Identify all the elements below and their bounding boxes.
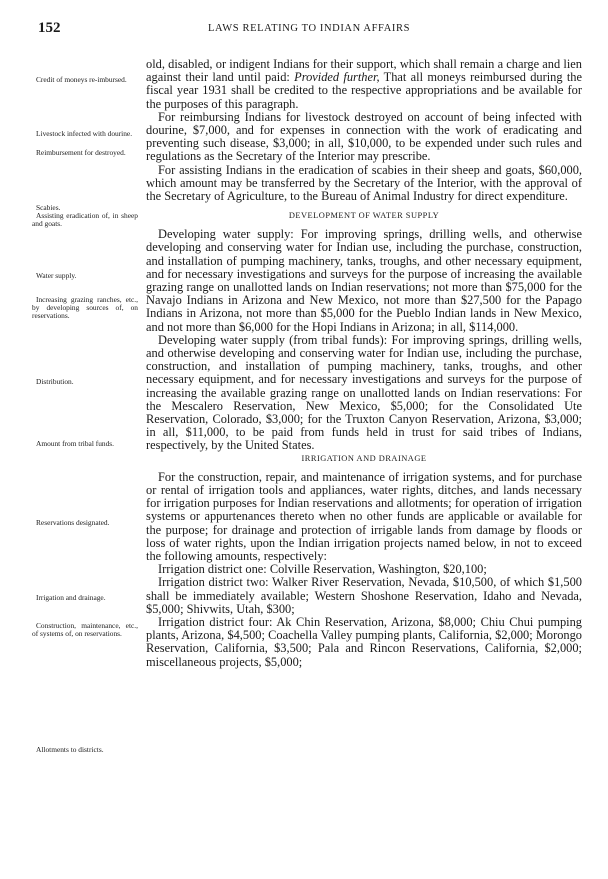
margin-note-scabies: Scabies. [36, 203, 61, 212]
body-text [146, 58, 582, 669]
margin-note-distribution: Distribution. [36, 377, 74, 386]
paragraph-dourine: For reimbursing Indians for livestock destroyed on account of being infected with dourine, $7,000, and for expenses in connection with the work of eradicating and preventing such disease, $3,000; in all, $10,000, to be expended under such rules and regulations as the Secretary of the Interior may prescribe. [146, 109, 582, 164]
heading-water-supply: DEVELOPMENT OF WATER SUPPLY [288, 211, 440, 221]
paragraph-district-one: Irrigation district one: Colville Reservation, Washington, $20,100; [158, 562, 487, 577]
margin-note-reservations: Reservations designated. [36, 518, 110, 527]
paragraph-scabies: For assisting Indians in the eradication of scabies in their sheep and goats, $60,000, which amount may be transferred by the Secretary of the Interior, with the approval of the Secretary of Agriculture, to the Bureau of Animal Industry for direct expenditure. [146, 162, 582, 204]
paragraph-tribal-water-supply: Developing water supply (from tribal funds): For improving springs, drilling wells, and otherwise developing and conserving water for Indian use, including the purchase, construction, and installation of pumping machinery, tanks, troughs, and other necessary equipment, and for necessary investigations and surveys for the purpose of increasing the available grazing range on unallotted lands on Indian reservations: For the Mescalero Reservation, New Mexico, $5,000; for the Consolidated Ute Reservation, Colorado, $3,000; for the Truxton Canyon Reservation, Arizona, $3,000; in all, $11,000, to be paid from funds held in trust for said tribes of Indians, respectively, by the United States. [146, 332, 582, 453]
paragraph-irrigation: For the construction, repair, and maintenance of irrigation systems, and for purchase or rental of irrigation tools and appliances, water rights, ditches, and lands necessary for irrigation purposes for Indian reservations and allotments; for operation of irrigation systems or appurtenances thereto when no other funds are applicable or available for the purpose; for drainage and protection of irrigable lands from damage by floods or loss of water rights, upon the Indian irrigation projects named below, in not to exceed the following amounts, respectively: [146, 469, 582, 563]
proviso: Provided further, [294, 70, 380, 85]
paragraph-district-two: Irrigation district two: Walker River Reservation, Nevada, $10,500, of which $1,500 shall be immediately available; Western Shoshone Reservation, Idaho and Nevada, $5,000; Shivwits, Utah, $300; [146, 575, 582, 616]
margin-note-tribal-funds: Amount from tribal funds. [36, 439, 115, 448]
margin-note-credit: Credit of moneys re-imbursed. [36, 75, 127, 84]
margin-note-water-supply: Water supply. [36, 271, 77, 280]
margin-note-allotments: Allotments to districts. [36, 745, 104, 754]
paragraph-indigent: old, disabled, or indigent Indians for their support, which shall remain a charge and lien against their land until paid: Provided further, That all moneys reimbursed during the fiscal year 1931 shall be credited to the respective appropriations and be available for the purposes of this paragraph. [146, 57, 582, 111]
margin-note-eradication: Assisting eradication of, in sheep and goats. [32, 211, 138, 228]
paragraph-water-supply: Developing water supply: For improving springs, drilling wells, and otherwise developing and conserving water for Indian use, including the purchase, construction, and installation of pumping machinery, tanks, troughs, and other necessary equipment, and for necessary investigations and surveys for the purpose of increasing the available grazing range on unallotted lands on Indian reservations; not more than $75,000 for the Navajo Indians in Arizona and New Mexico, not more than $27,500 for the Papago Indians in Arizona, not more than $5,000 for the Pueblo Indian lands in New Mexico, and not more than $6,000 for the Hopi Indians in Arizona; in all, $114,000. [146, 227, 582, 334]
margin-note-grazing: Increasing grazing ranches, etc., by developing sources of, on reservations. [32, 295, 138, 320]
margin-note-reimbursement: Reimbursement for destroyed. [36, 148, 126, 157]
heading-irrigation: IRRIGATION AND DRAINAGE [301, 453, 427, 463]
running-head: LAWS RELATING TO INDIAN AFFAIRS [207, 23, 411, 34]
margin-note-livestock: Livestock infected with dourine. [36, 129, 133, 138]
paragraph-district-four: Irrigation district four: Ak Chin Reservation, Arizona, $8,000; Chiu Chui pumping plants, Arizona, $4,500; Coachella Valley pumping plants, California, $2,000; Morongo Reservation, California, $3,500; Pala and Rincon Reservations, California, $2,000; miscellaneous projects, $5,000; [146, 614, 582, 669]
margin-note-construction: Construction, maintenance, etc., of systems of, on reservations. [32, 621, 138, 638]
page-number: 152 [38, 20, 61, 36]
page-header [38, 20, 580, 40]
margin-note-irrigation: Irrigation and drainage. [36, 593, 106, 602]
